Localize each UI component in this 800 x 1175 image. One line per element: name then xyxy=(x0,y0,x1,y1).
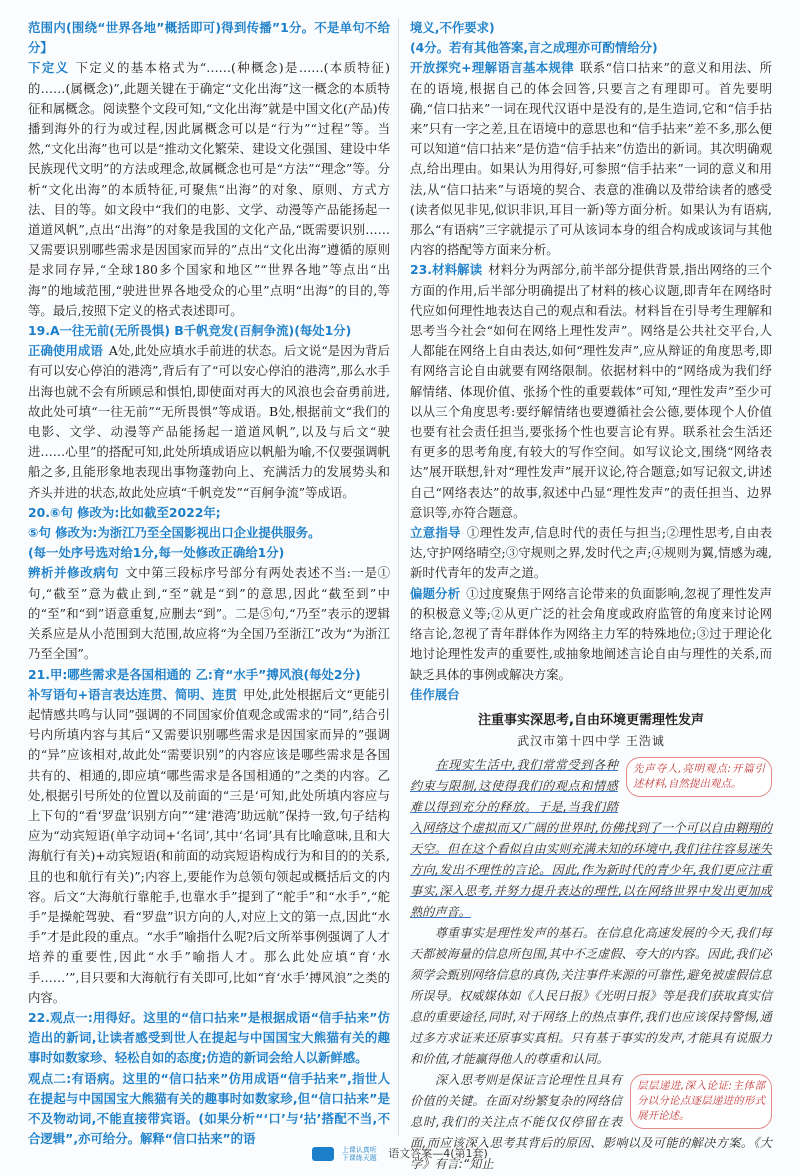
q20-scoring: (每一处序号选对给1分,每一处修改正确给1分) xyxy=(28,545,285,561)
q23-tag: 23.材料解读 xyxy=(410,262,483,278)
showcase-heading: 佳作展台 xyxy=(410,686,460,702)
comment-bubble-1: 先声夺人,亮明观点:开篇引述材料,自然提出观点。 xyxy=(626,757,772,797)
q22-analysis-text: 联系“信口拈来”的意义和用法、所在的语境,根据自己的体会回答,只要言之有理即可。首先要明确,“信口拈来”一词在现代汉语中是没有的,是生造词,它和“信手拈来”只有一字之差,且在语境中的意思也和“信手拈来”差不多,那么便可以知道“信口拈来”是仿造“信手拈来”仿造出的新词。其次明确观点,给出理由。如果认为用得好,可参照“信手拈来”一词的意义和用法,从“信口拈来”与语境的契合、表意的准确以及带给读者的感受(读者似见非见,似识非识,耳目一新)等方面分析。如果认为有语病,那么“有语病”三字就提示了可从该词本身的组合构成或该词与其他内容的搭配等方面来分析。 xyxy=(410,60,772,258)
scoring-note: 范围内(围绕“世界各地”概括即可)得到传播”1分。不是单句不给分】 xyxy=(28,20,390,56)
q22-continued: 境义,不作要求) xyxy=(410,20,495,35)
q21-answer: 21.甲:哪些需求是各国相通的 乙:育“水手”搏风浪(每处2分) xyxy=(28,666,361,682)
essay-body xyxy=(410,755,772,1175)
essay-author: 武汉市第十四中学 王浩诚 xyxy=(517,734,665,749)
slogan-line-1: 上课认真听 xyxy=(341,1146,377,1154)
theme-guide-tag: 立意指导 xyxy=(410,525,461,541)
q22-tag: 开放探究+理解语言基本规律 xyxy=(410,60,575,76)
slogan-line-2: 下课练天题 xyxy=(341,1154,377,1162)
q19-paragraph xyxy=(28,341,390,503)
theme-guide xyxy=(410,523,772,584)
column-divider xyxy=(398,18,399,1136)
comment-bubble-2: 层层递进,深入论证:主体部分以分论点逐层递进的形式展开论述。 xyxy=(630,1074,772,1129)
q19-tag: 正确使用成语 xyxy=(28,343,103,359)
essay-paragraph-2 xyxy=(410,923,772,1070)
left-column xyxy=(28,18,390,1149)
right-column xyxy=(410,18,772,1175)
q21-tag: 补写语句+语言表达连贯、简明、连贯 xyxy=(28,686,238,702)
q23-paragraph xyxy=(410,260,772,523)
page-label: 语文答案—4(第1套) xyxy=(388,1147,488,1160)
brand-logo-icon xyxy=(312,1147,334,1161)
essay-paragraph-2-text: 尊重事实是理性发声的基石。在信息化高速发展的今天,我们每天都被海量的信息所包围,其中不乏虚假、夸大的内容。因此,我们必须学会甄别网络信息的真伪,关注事件来源的可靠性,避免被虚假信息所误导。权威媒体如《人民日报》《光明日报》等是我们获取真实信息的重要途径,同时,对于网络上的热点事件,我们也应该保持警惕,通过多方求证来还原事实真相。只有基于事实的发声,才能具有说服力和价值,才能赢得他人的尊重和认同。 xyxy=(410,926,773,1067)
q19-answer: 19.A一往无前(无所畏惧) B千帆竞发(百舸争流)(每处1分) xyxy=(28,323,352,339)
off-topic-analysis xyxy=(410,584,772,685)
essay-title: 注重事实深思考,自由环境更需理性发声 xyxy=(478,712,704,728)
q21-paragraph xyxy=(28,685,390,1008)
q20-tag: 辨析并修改病句 xyxy=(28,565,120,581)
essay-paragraph-1-text: 在现实生活中,我们常常受到各种约束与限制,这使得我们的观点和情感难以得到充分的释放。于是,当我们踏入网络这个虚拟而又广阔的世界时,仿佛找到了一个可以自由翱翔的天空。但在这个看似自由实则充满未知的环境中,我们往往容易迷失方向,发出不理性的言论。因此,作为新时代的青少年,我们更应注重事实,深入思考,并努力提升表达的理性,以在网络世界中发出更加成熟的声音。 xyxy=(410,758,772,920)
q22-view-2: 观点二:有语病。这里的“信口拈来”仿用成语“信手拈来”,指世人在提起与中国国宝大熊猫有关的趣事时如数家珍,但“信口拈来”是不及物动词,不能直接带宾语。(如果分析“‘口’与‘拈’搭配不当,不合逻辑”,亦可给分。解释“信口拈来”的语 xyxy=(28,1070,390,1147)
q19-text: A处,此处应填水手前进的状态。后文说“是因为背后有可以安心停泊的港湾”,背后有了“可以安心停泊的港湾”,那么水手出海也就不会有所顾忌和惧怕,即使面对再大的风浪也会奋勇前进,故此处可填“一往无前”“无所畏惧”等成语。B处,根据前文“我们的电影、文学、动漫等产品能扬起一道道风帆”,以及与后文“驶进……心里”的搭配可知,此处所填成语应以帆船为喻,不仅要强调帆船之多,且能形象地表现出事物蓬勃向上、充满活力的发展势头和齐头并进的状态,故此处应填“千帆竞发”“百舸争流”等成语。 xyxy=(28,343,390,500)
off-topic-tag: 偏题分析 xyxy=(410,585,461,601)
essay-paragraph-3-text: 深入思考则是保证言论理性且具有价值的关键。在面对纷繁复杂的网络信息时,我们的关注点不能仅仅停留在表面,而应该深入思考其背后的原因、影响以及可能的解决方案。《大学》有言:“知止 xyxy=(410,1073,772,1172)
definition-paragraph xyxy=(28,58,390,321)
definition-tag: 下定义 xyxy=(28,60,70,76)
q21-text: 甲处,此处根据后文“更能引起情感共鸣与认同”强调的不同国家价值观念或需求的“同”,结合引号内所填内容与其后“又需要识别哪些需求是因国家而异的”强调的“异”应该相对,故此处“需要识别”的内容应该是哪些需求是各国共有的、相通的,即应填“哪些需求是各国相通的”之类的内容。乙处,根据引号所处的位置以及前面的“三是‘可知,此处所填内容应与上下句的“看‘罗盘’识别方向”“建‘港湾’助远航”保持一致,句子结构应为“动宾短语(单字动词+‘名词’,其中‘名词’具有比喻意味,且和大海航行有关)+动宾短语(和前面的动宾短语构成行为和目的的关系,且的也和航行有关)”;内容上,要能作为总领句领起或概括后文的内容。后文“大海航行靠舵手,也靠水手”提到了“舵手”和“水手”,“舵手”是操舵驾驶、看“罗盘”识方向的人,对应上文的第一点,因此“水手”才是此段的重点。“水手”喻指什么呢?后文所举事例强调了人才培养的重要性,因此“水手”喻指人才。那么此处应填“育‘水手……’”,目只要和大海航行有关即可,比如“育‘水手’搏风浪”之类的内容。 xyxy=(28,686,390,1005)
brand-slogan xyxy=(342,1146,377,1162)
q23-text: 材料分为两部分,前半部分提供背景,指出网络的三个方面的作用,后半部分明确提出了材料的核心议题,即青年在网络时代应如何理性地表达自己的观点和看法。材料旨在引导考生理解和思考当今社会“如何在网络上理性发声”。网络是公共社交平台,人人都能在网络上自由表达,如何“理性发声”,应从辩证的角度思考,即有网络言论自由就要有网络限制。依据材料中的“网络成为我们纾解情绪、体现价值、张扬个性的重要载体”可知,“理性发声”至少可以从三个角度思考:要纾解情绪也要遵循社会公德,要体现个人价值也要有社会责任担当,要张扬个性也要言论有界。联系社会生活还有更多的思考角度,有较大的写作空间。如写议论文,围绕“网络表达”展开联想,针对“理性发声”展开议论,符合题意;如写记叙文,讲述自己“网络表达”的故事,叙述中凸显“理性发声”的责任担当、边界意识等,亦符合题意。 xyxy=(410,262,772,520)
q22-view-1: 22.观点一:用得好。这里的“信口拈来”是根据成语“信手拈来”仿造出的新词,让读者感受到世人在提起与中国国宝大熊猫有关的趣事时如数家珍、轻松自如的态度;仿造的新词会给人以新鲜感。 xyxy=(28,1009,390,1066)
q22-scoring: (4分。若有其他答案,言之成理亦可酌情给分) xyxy=(410,40,658,56)
q20-paragraph xyxy=(28,563,390,664)
q20-text: 文中第三段标序号部分有两处表述不当:一是①句,“截至”意为截止到,“至”就是“到”的意思,因此“截至到”中的“至”和“到”语意重复,应删去“到”。二是⑤句,“乃至”表示的逻辑关系应是从小范围到大范围,故应将“为全国乃至浙江”改为“为浙江乃至全国”。 xyxy=(28,565,390,662)
page-footer xyxy=(0,1145,800,1162)
definition-text: 下定义的基本格式为“……(种概念)是……(本质特征)的……(属概念)”,此题关键在于确定“文化出海”这一概念的本质特征和属概念。阅读整个文段可知,“文化出海”就是中国文化(产品)传播到海外的行为或过程,因此属概念可以是“行为”“过程”等。当然,“文化出海”也可以是“推动文化繁荣、建设文化强国、建设中华民族现代文明”的方法或理念,故属概念也可是“方法”“理念”等。分析“文化出海”的本质特征,可聚焦“出海”的对象、原则、方式方法、目的等。如文段中“我们的电影、文学、动漫等产品能扬起一道道风帆”,点出“出海”的对象是我国的文化产品,“既需要识别……又需要识别哪些需求是因国家而异的”点出“文化出海”遵循的原则是求同存异,“全球180多个国家和地区”“世界各地”等点出“出海”的地域范围,“驶进世界各地受众的心里”点明“出海”的目的,等等。最后,按照下定义的格式表述即可。 xyxy=(28,60,391,318)
theme-guide-text: ①理性发声,信息时代的责任与担当;②理性思考,自由表达,守护网络晴空;③守规则之界,发时代之声;④规则为翼,情感为魂,新时代青年的发声之道。 xyxy=(410,525,772,581)
q22-analysis xyxy=(410,58,772,260)
q20-answer-1: 20.⑥句 修改为:比如截至2022年; xyxy=(28,504,221,520)
q20-answer-2: ⑤句 修改为:为浙江乃至全国影视出口企业提供服务。 xyxy=(28,525,321,541)
off-topic-text: ①过度聚焦于网络言论带来的负面影响,忽视了理性发声的积极意义等;②从更广泛的社会角度或政府监管的角度来讨论网络言论,忽视了青年群体作为网络主力军的特殊地位;③过于理论化地讨论理性发声的重要性,或抽象地阐述言论自由与理性的关系,而缺乏具体的事例或解决方案。 xyxy=(410,585,772,682)
